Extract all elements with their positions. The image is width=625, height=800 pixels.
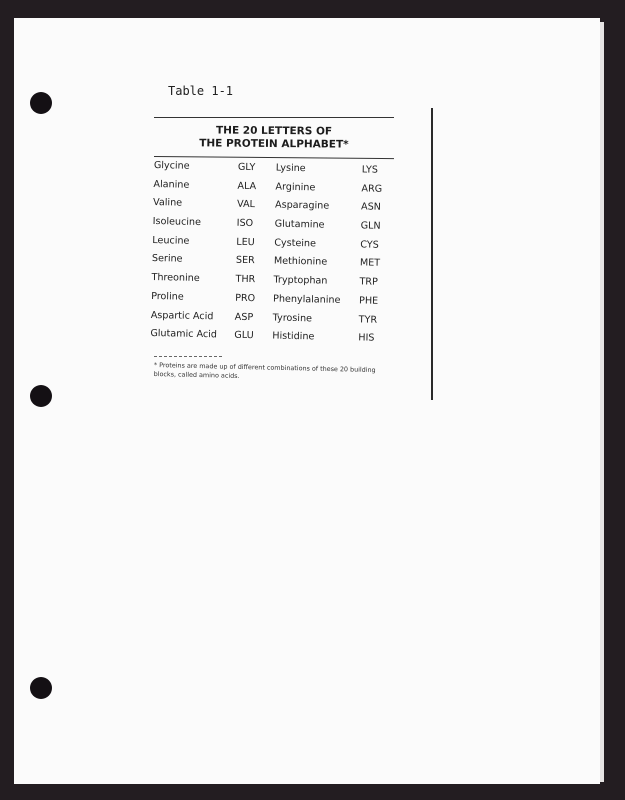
punch-hole-bottom: [30, 677, 52, 699]
amino-acid-name: Lysine: [275, 162, 306, 175]
amino-acid-name: Methionine: [273, 255, 328, 269]
table-caption: Table 1-1: [168, 84, 234, 98]
amino-acid-name: Glycine: [153, 160, 190, 172]
paper-edge: [600, 22, 604, 782]
amino-acid-name: Tyrosine: [272, 312, 313, 324]
amino-acid-name: Threonine: [151, 272, 200, 285]
amino-acid-name: Aspartic Acid: [150, 309, 214, 322]
amino-acid-name: Valine: [152, 197, 183, 209]
amino-acid-abbreviation: PHE: [358, 295, 379, 307]
amino-acid-name: Arginine: [275, 181, 316, 194]
amino-acid-name: Tryptophan: [273, 274, 328, 287]
table-title: [154, 124, 394, 152]
amino-acid-abbreviation: TRP: [359, 276, 378, 288]
amino-acid-name: Histidine: [272, 330, 315, 343]
amino-acid-name: Isoleucine: [152, 216, 202, 229]
amino-acid-abbreviation: LEU: [236, 236, 255, 248]
table-title-line-2: THE PROTEIN ALPHABET*: [199, 137, 349, 151]
amino-acid-abbreviation: VAL: [236, 199, 256, 211]
amino-acid-name: Glutamic Acid: [150, 328, 218, 341]
amino-acid-name: Serine: [151, 253, 183, 266]
amino-acid-abbreviation: THR: [235, 273, 256, 286]
table-title-line-1: THE 20 LETTERS OF: [215, 124, 333, 138]
amino-acid-abbreviation: GLU: [234, 329, 254, 342]
amino-acid-name: Alanine: [153, 178, 190, 191]
amino-acid-table: [150, 160, 394, 352]
amino-acid-name: Cysteine: [274, 237, 317, 250]
amino-acid-abbreviation: MET: [359, 257, 381, 270]
amino-acid-name: Leucine: [152, 234, 190, 247]
table-footnote: * Proteins are made up of different combinations of these 20 building blocks, called amino acids.: [153, 361, 376, 380]
amino-acid-abbreviation: TYR: [358, 313, 378, 326]
amino-acid-name: Asparagine: [274, 199, 330, 213]
table-top-rule: [154, 117, 394, 118]
amino-acid-abbreviation: ARG: [361, 183, 383, 195]
footnote-rule: [154, 356, 222, 357]
amino-acid-abbreviation: LYS: [361, 164, 378, 176]
amino-acid-abbreviation: ISO: [236, 217, 254, 230]
punch-hole-middle: [30, 385, 52, 407]
amino-acid-abbreviation: SER: [235, 255, 255, 267]
amino-acid-abbreviation: PRO: [235, 292, 256, 304]
punch-hole-top: [30, 92, 52, 114]
amino-acid-abbreviation: GLN: [360, 220, 381, 232]
amino-acid-abbreviation: GLY: [237, 161, 256, 174]
amino-acid-abbreviation: CYS: [360, 239, 379, 251]
margin-line: [431, 108, 433, 400]
amino-acid-abbreviation: ASN: [360, 201, 382, 214]
amino-acid-name: Glutamine: [274, 218, 325, 231]
amino-acid-abbreviation: ALA: [237, 180, 257, 192]
amino-acid-abbreviation: ASP: [234, 311, 254, 323]
amino-acid-abbreviation: HIS: [358, 332, 375, 344]
amino-acid-name: Phenylalanine: [273, 293, 341, 306]
amino-acid-name: Proline: [151, 290, 184, 303]
